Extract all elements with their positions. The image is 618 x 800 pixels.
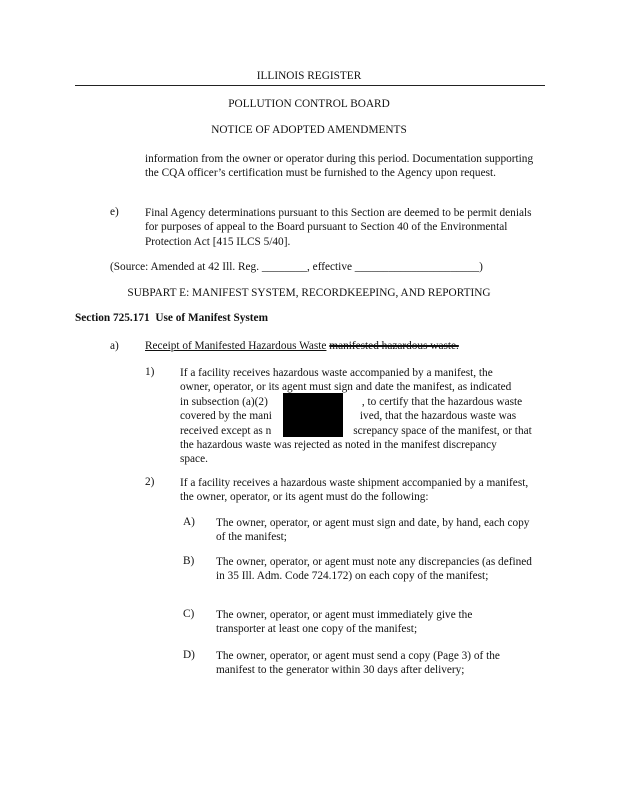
item-1-line-part: covered by the mani (180, 410, 272, 423)
item-1-line-part: ived, that the hazardous waste was (359, 410, 517, 423)
section-number: Section 725.171 (75, 312, 150, 324)
board-title: POLLUTION CONTROL BOARD (228, 98, 390, 110)
continuation-paragraph: information from the owner or operator during this period. Documentation supporting the CQA officer’s certification must be furnished to the Agency upon request. (145, 153, 534, 180)
item-1-line-part: , to certify that the hazardous waste (361, 395, 523, 408)
source-note: (Source: Amended at 42 Ill. Reg. ________, effective ______________________) (110, 261, 483, 273)
item-1-line (180, 424, 540, 438)
item-1-label: 1) (145, 366, 155, 378)
item-C-text: The owner, operator, or agent must immediately give the transporter at least one copy of the manifest; (216, 609, 473, 636)
item-e-label: e) (110, 206, 119, 218)
item-1-line-part: in subsection (a)(2) (180, 395, 268, 408)
register-title: ILLINOIS REGISTER (256, 70, 362, 82)
item-2-text: If a facility receives a hazardous waste shipment accompanied by a manifest, the owner, operator, or its agent must do the following: (180, 477, 529, 504)
item-1-line (180, 395, 540, 409)
item-B-label: B) (183, 555, 195, 567)
item-D-label: D) (183, 649, 195, 661)
item-1-line-part: received except as n (180, 424, 272, 437)
item-A-label: A) (183, 516, 195, 528)
item-e-text: Final Agency determinations pursuant to this Section are deemed to be permit denials for purposes of appeal to the Board pursuant to Section 40 of the Environmental Protection Act [415 ILCS 5/40]. (145, 207, 532, 248)
item-1-body (180, 366, 540, 467)
section-title: Use of Manifest System (155, 312, 268, 324)
item-D-text: The owner, operator, or agent must send a copy (Page 3) of the manifest to the generator within 30 days after delivery; (216, 650, 500, 677)
item-a-kept-text: Receipt of Manifested Hazardous Waste (145, 340, 327, 352)
header-rule (75, 85, 545, 86)
item-a-label: a) (110, 340, 119, 352)
redaction-box (283, 393, 343, 437)
section-heading (75, 312, 268, 324)
item-1-line-part: screpancy space of the manifest, or that (353, 424, 532, 437)
item-1-line (180, 409, 540, 423)
notice-title: NOTICE OF ADOPTED AMENDMENTS (211, 124, 407, 136)
item-1-line: the hazardous waste was rejected as noted in the manifest discrepancy (180, 439, 497, 452)
item-1-line: owner, operator, or its agent must sign and date the manifest, as indicated (180, 381, 512, 394)
subpart-heading: SUBPART E: MANIFEST SYSTEM, RECORDKEEPING, AND REPORTING (127, 287, 491, 299)
item-2-label: 2) (145, 476, 155, 488)
item-a-struck-text: manifested hazardous waste. (329, 340, 459, 352)
item-B-text: The owner, operator, or agent must note any discrepancies (as defined in 35 Ill. Adm. Code 724.172) on each copy of the manifest; (216, 556, 532, 583)
item-A-text: The owner, operator, or agent must sign and date, by hand, each copy of the manifest; (216, 517, 530, 544)
item-a-text (145, 340, 459, 352)
item-C-label: C) (183, 608, 195, 620)
item-1-line: space. (180, 453, 208, 466)
item-1-line: If a facility receives hazardous waste accompanied by a manifest, the (180, 367, 493, 379)
